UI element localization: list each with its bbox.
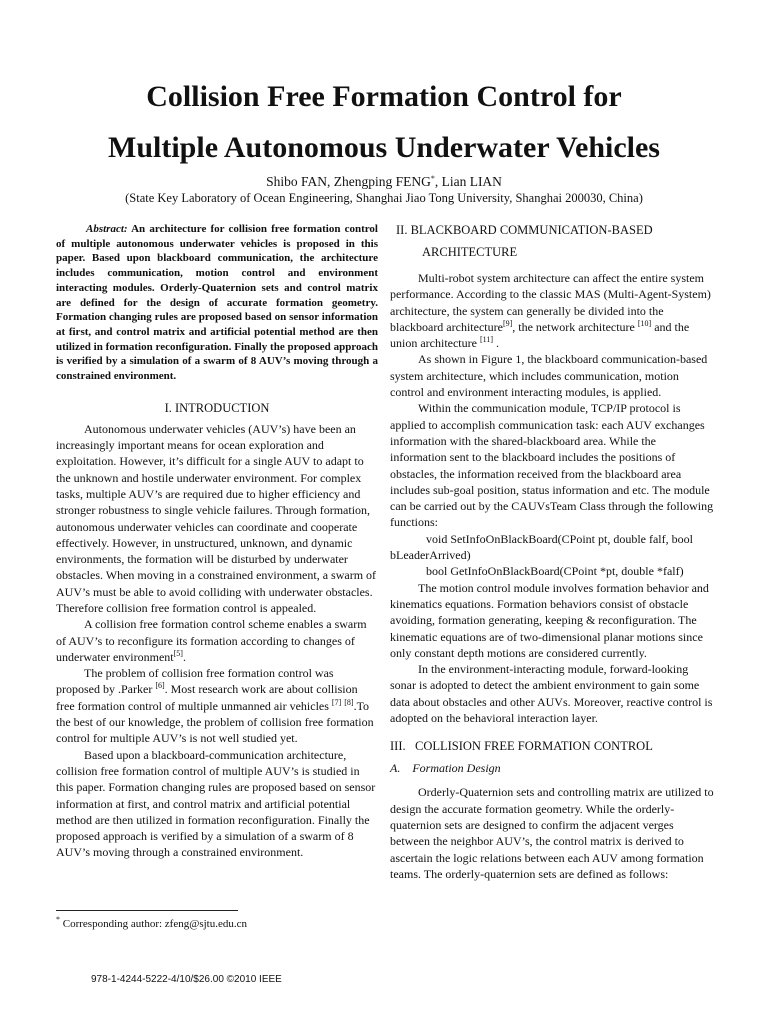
section-2-paragraph-4: The motion control module involves formation behavior and kinematics equations. Formation behaviors consist of obstacle avoiding, formation generating, keeping & reconfiguration. The kinematic equations are of two-dimensional planar motions since only constant depth motions are considered currently. xyxy=(390,580,709,660)
section-2-paragraph-1 xyxy=(390,270,714,351)
footnote xyxy=(56,915,248,931)
citation-7: [7] xyxy=(331,697,342,707)
intro-p2-text: A collision free formation control scheme enables a swarm of AUV’s to reconfigure its formation according to changes of underwater environment xyxy=(56,617,367,664)
function-signature-get: bool GetInfoOnBlackBoard(CPoint *pt, double *falf) xyxy=(426,564,684,579)
section-3-paragraph-1: Orderly-Quaternion sets and controlling matrix are utilized to design the accurate formation geometry. While the orderly-quaternion sets are designed to confirm the adjacent verges between the neighbor AUV’s, the control matrix is derived to ascertain the logic relations between each AUV among formation teams. The orderly-quaternion sets are defined as follows: xyxy=(390,785,714,881)
intro-p3-text-b: . Most research work are about collision free formation control of multiple unmanned air vehicles xyxy=(56,682,358,713)
authors-tail: , Lian LIAN xyxy=(434,174,502,189)
intro-paragraph-4: Based upon a blackboard-communication architecture, collision free formation control of multiple AUV’s is studied in this paper. Formation changing rules are proposed based on sensor information at first, and control matrix and artificial potential method are then utilized in formation reconfiguration. Finally the proposed approach is verified by a simulation of a swarm of 8 AUV’s moving through a constrained environment. xyxy=(56,747,376,860)
abstract xyxy=(56,222,378,384)
abstract-text: An architecture for collision free formation control of multiple autonomous underwater vehicles is proposed in this paper. Based upon blackboard communication, the architecture includes communication, motion control and environment interacting modules. Orderly-Quaternion sets and control matrix are defined for the design of accurate formation geometry. Formation changing rules are proposed based on sensor information at first, and control matrix and artificial potential method are then utilized in formation reconfiguration. Finally the proposed approach is verified by a simulation of a swarm of 8 AUV’s moving through a constrained environment. xyxy=(56,223,378,383)
copyright-notice: 978-1-4244-5222-4/10/$26.00 ©2010 IEEE xyxy=(91,974,282,985)
right-column xyxy=(390,222,714,882)
paper-title-line-1: Collision Free Formation Control for xyxy=(146,80,622,113)
author-list xyxy=(0,174,768,190)
abstract-label: Abstract: xyxy=(86,223,128,235)
section-2-paragraph-3: Within the communication module, TCP/IP protocol is applied to accomplish communication task: each AUV exchanges information with the shared-blackboard area. While the information sent to the blackboard includes the positions of obstacles, the information received from the blackboard area includes sub-goal position, status information and etc. The module can be carried out by the CAUVsTeam Class through the following functions: xyxy=(390,401,714,530)
s2-p1-text-b: , the network architecture xyxy=(512,319,638,334)
function-signature-set: void SetInfoOnBlackBoard(CPoint pt, double falf, bool bLeaderArrived) xyxy=(390,531,693,563)
section-2-paragraph-5: In the environment-interacting module, forward-looking sonar is adopted to detect the ambient environment to gain some data about obstacles and other AUVs. Moreover, reactive control is adopted on the behavioral interaction layer. xyxy=(390,662,713,726)
footnote-mark: * xyxy=(56,915,60,924)
authors-main: Shibo FAN, Zhengping FENG xyxy=(266,174,431,189)
s2-p1-text-a: Multi-robot system architecture can affect the entire system performance. According to the classic MAS (Multi-Agent-System) architecture, the system can generally be divided into the blackboard architecture xyxy=(390,271,711,334)
subsection-a-heading: A. Formation Design xyxy=(390,761,501,776)
section-2-paragraph-2: As shown in Figure 1, the blackboard communication-based system architecture, which includes communication, motion control and environment interacting modules, is applied. xyxy=(390,352,708,400)
citation-6: [6] xyxy=(155,681,165,691)
citation-11: [11] xyxy=(479,335,493,345)
footnote-separator xyxy=(56,910,238,911)
citation-8: [8] xyxy=(344,697,354,707)
intro-paragraph-3 xyxy=(56,665,378,746)
intro-heading: I. INTRODUCTION xyxy=(164,400,270,415)
section-3-heading: III. COLLISION FREE FORMATION CONTROL xyxy=(390,739,653,754)
s2-p1-text-c: and the union architecture xyxy=(390,319,690,351)
paper-title-line-2: Multiple Autonomous Underwater Vehicles xyxy=(108,131,660,164)
corresponding-author-mark: * xyxy=(430,174,435,183)
citation-10: [10] xyxy=(637,318,652,328)
s2-p1-text-d: . xyxy=(493,336,499,351)
left-column xyxy=(56,222,378,861)
section-2-heading-line-2: ARCHITECTURE xyxy=(422,245,518,259)
intro-p3-text-c: .To the best of our knowledge, the problem of collision free formation control for multiple AUV’s is not well studied yet. xyxy=(56,698,374,746)
intro-paragraph-2 xyxy=(56,616,378,665)
affiliation: (State Key Laboratory of Ocean Engineering, Shanghai Jiao Tong University, Shanghai 200030, China) xyxy=(125,191,643,205)
section-2-heading-line-1: II. BLACKBOARD COMMUNICATION-BASED xyxy=(396,223,653,237)
intro-p2-end: . xyxy=(182,649,186,664)
citation-5: [5] xyxy=(173,648,183,658)
intro-p3-text-a: The problem of collision free formation control was proposed by .Parker xyxy=(56,666,334,697)
footnote-text: Corresponding author: zfeng@sjtu.edu.cn xyxy=(60,918,248,930)
citation-9: [9] xyxy=(502,318,513,328)
intro-paragraph-1: Autonomous underwater vehicles (AUV’s) have been an increasingly important means for ocean exploration and exploitation. However, it’s difficult for a single AUV to adapt to the unknown and hostile underwater environment. For complex tasks, multiple AUV’s are required due to higher efficiency and stronger robustness to single vehicle failures. Through formation, autonomous underwater vehicles can coordinate and cooperate effectively. However, in unstructured, unknown, and dynamic environments, the formation will be disturbed by underwater obstacles. When moving in a constrained environment, a swarm of AUV’s must be able to avoid colliding with underwater obstacles. Therefore collision free formation control is appealed. xyxy=(56,421,377,615)
